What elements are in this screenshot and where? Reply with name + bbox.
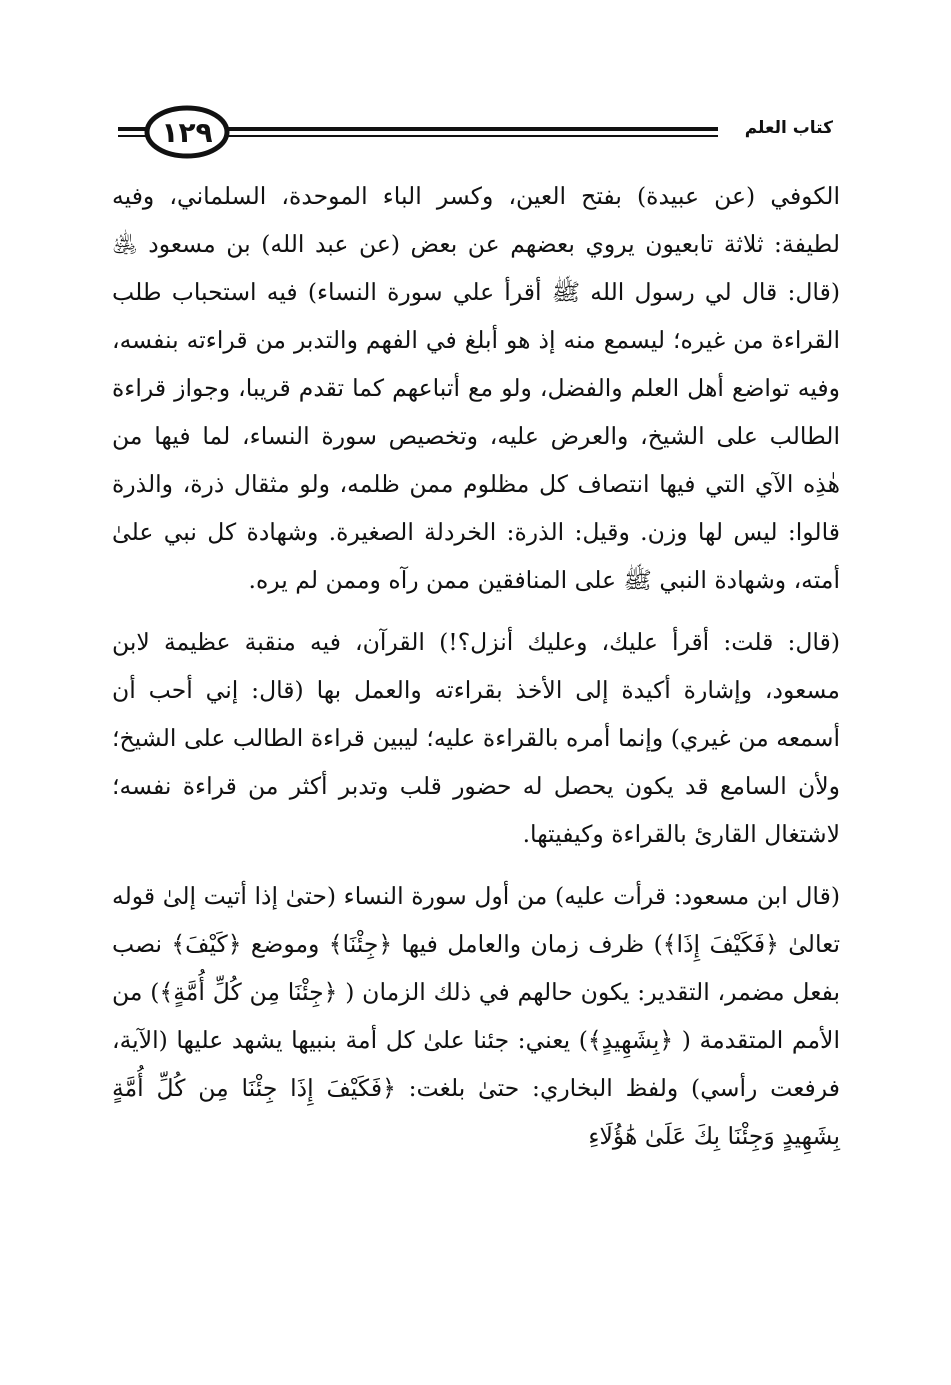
header-rule-right-bottom: [224, 135, 718, 137]
paragraph-1: الكوفي (عن عبيدة) بفتح العين، وكسر الباء الموحدة، السلماني، وفيه لطيفة: ثلاثة تابعيون يروي بعضهم عن بعض (عن عبد الله) بن مسعود ﵁ (قال: قال لي رسول الله ﷺ أقرأ علي سورة النساء) فيه استحباب طلب القراءة من غيره؛ ليسمع منه إذ هو أبلغ في الفهم والتدبر من قراءته بنفسه، وفيه تواضع أهل العلم والفضل، ولو مع أتباعهم كما تقدم قريبا، وجواز قراءة الطالب على الشيخ، والعرض عليه، وتخصيص سورة النساء، لما فيها من هٰذِه الآي التي فيها انتصاف كل مظلوم ممن ظلمه، ولو مثقال ذرة، والذرة قالوا: ليس لها وزن. وقيل: الذرة: الخردلة الصغيرة. وشهادة كل نبي علىٰ أمته، وشهادة النبي ﷺ على المنافقين ممن رآه وممن لم يره.: [112, 182, 840, 594]
paragraph-3: (قال ابن مسعود: قرأت عليه) من أول سورة النساء (حتىٰ إذا أتيت إلىٰ قوله تعالىٰ ﴿فَكَيْفَ إِذَا﴾) ظرف زمان والعامل فيها ﴿جِئْنَا﴾ وموضع ﴿كَيْفَ﴾ نصب بفعل مضمر، التقدير: يكون حالهم في ذلك الزمان ( ﴿جِئْنَا مِن كُلِّ أُمَّةٍ﴾) من الأمم المتقدمة ( ﴿بِشَهِيدٍ﴾) يعني: جئنا علىٰ كل أمة بنبيها يشهد عليها (الآية، فرفعت رأسي) ولفظ البخاري: حتىٰ بلغت: ﴿فَكَيْفَ إِذَا جِئْنَا مِن كُلِّ أُمَّةٍ بِشَهِيدٍ وَجِئْنَا بِكَ عَلَىٰ هَٰؤُلَاءِ: [112, 882, 840, 1150]
header-rule-right-top: [224, 127, 718, 131]
paragraph-2: (قال: قلت: أقرأ عليك، وعليك أنزل؟!) القرآن، فيه منقبة عظيمة لابن مسعود، وإشارة أكيدة إلى الأخذ بقراءته والعمل بها (قال: إني أحب أن أسمعه من غيري) وإنما أمره بالقراءة عليه؛ ليبين قراءة الطالب على الشيخ؛ ولأن السامع قد يكون يحصل له حضور قلب وتدبر أكثر من قراءة نفسه؛ لاشتغال القارئ بالقراءة وكيفيتها.: [112, 628, 840, 848]
page-body: [112, 172, 840, 1160]
page-header: [0, 0, 951, 175]
book-title: كتاب العلم: [739, 118, 839, 138]
page-number: ١٢٩: [161, 116, 213, 149]
